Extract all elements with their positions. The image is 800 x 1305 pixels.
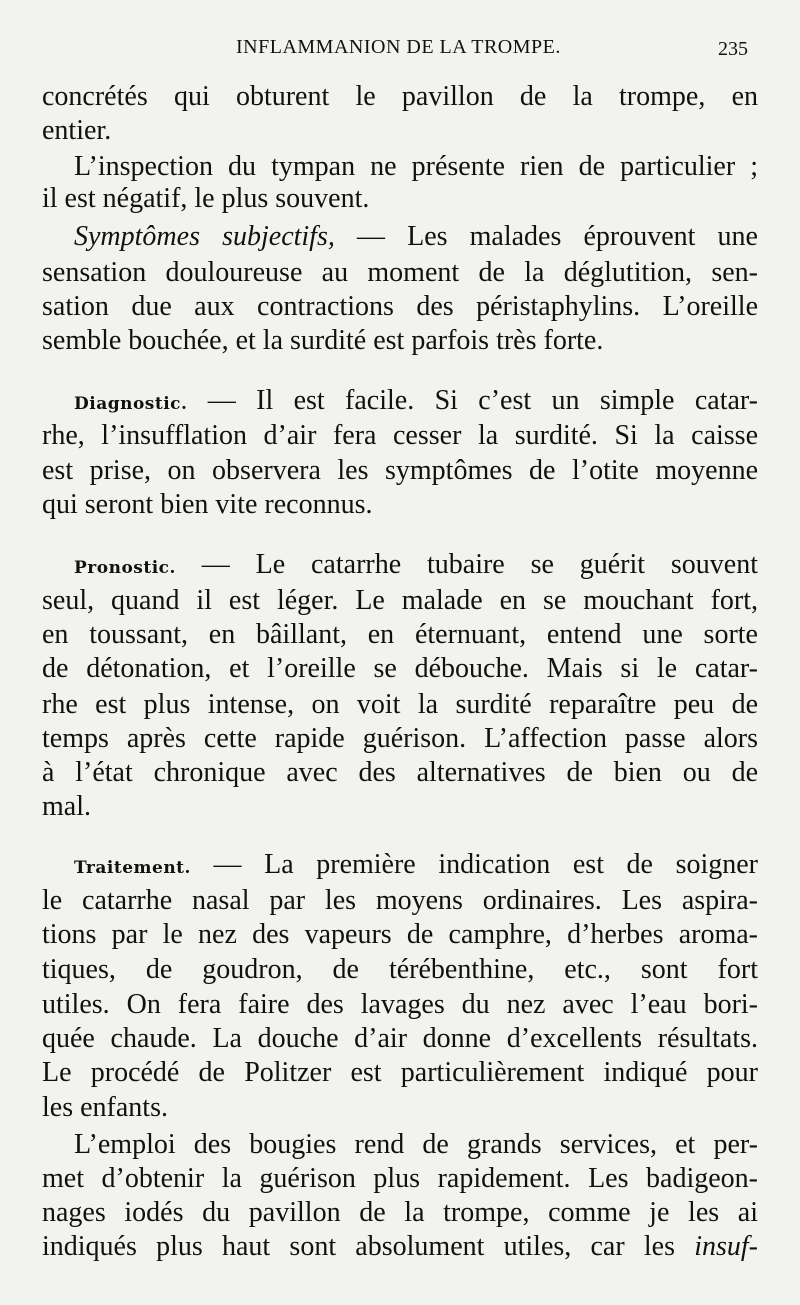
text-line: qui seront bien vite reconnus. (42, 489, 373, 520)
section-heading-diagnostic: Diagnostic. (74, 394, 188, 414)
text-span: — La première indication est de soigner (190, 849, 758, 880)
italic-word: insuf- (694, 1231, 758, 1262)
text-line: les enfants. (42, 1092, 168, 1123)
text-span: indiqués plus haut sont absolument utiles, car les (42, 1231, 695, 1262)
text-span: — Il est facile. Si c’est un simple catar- (187, 385, 758, 416)
text-line: entier. (42, 115, 112, 146)
running-head: INFLAMMANION DE LA TROMPE. (236, 36, 561, 58)
text-line (74, 220, 758, 254)
text-line: à l’état chronique avec des alternatives de bien ou de (42, 757, 758, 788)
text-span: — Le catarrhe tubaire se guérit souvent (175, 549, 758, 580)
text-line: rhe est plus intense, on voit la surdité reparaître peu de (42, 689, 758, 720)
text-line: de détonation, et l’oreille se débouche. Mais si le catar- (42, 653, 758, 684)
page-number: 235 (718, 38, 748, 60)
text-line: rhe, l’insufflation d’air fera cesser la surdité. Si la caisse (42, 420, 758, 451)
text-line: met d’obtenir la guérison plus rapidement. Les badigeon- (42, 1163, 758, 1194)
text-line: Le procédé de Politzer est particulièrement indiqué pour (42, 1057, 758, 1088)
page-header (0, 36, 800, 66)
text-line (74, 384, 758, 418)
text-line: utiles. On fera faire des lavages du nez avec l’eau bori- (42, 989, 758, 1020)
text-line: temps après cette rapide guérison. L’affection passe alors (42, 723, 758, 754)
text-line: mal. (42, 791, 91, 822)
section-heading-pronostic: Pronostic. (74, 558, 176, 578)
text-line: L’emploi des bougies rend de grands services, et per- (74, 1129, 758, 1160)
italic-heading: Symptômes subjectifs, (74, 221, 335, 252)
text-line: en toussant, en bâillant, en éternuant, entend une sorte (42, 619, 758, 650)
section-heading-traitement: Traitement. (74, 858, 191, 878)
text-line: semble bouchée, et la surdité est parfois très forte. (42, 325, 604, 356)
text-line: sensation douloureuse au moment de la déglutition, sen- (42, 257, 758, 288)
text-line: nages iodés du pavillon de la trompe, comme je les ai (42, 1197, 758, 1228)
text-line: sation due aux contractions des péristaphylins. L’oreille (42, 291, 758, 322)
text-line: le catarrhe nasal par les moyens ordinaires. Les aspira- (42, 885, 758, 916)
text-line (74, 548, 758, 582)
text-line: tions par le nez des vapeurs de camphre, d’herbes aroma- (42, 919, 758, 950)
text-line: il est négatif, le plus souvent. (42, 183, 370, 214)
text-line: L’inspection du tympan ne présente rien de particulier ; (74, 151, 758, 182)
text-line: concrétés qui obturent le pavillon de la trompe, en (42, 81, 758, 112)
text-line: est prise, on observera les symptômes de l’otite moyenne (42, 455, 758, 486)
text-span: — Les malades éprouvent une (334, 221, 758, 252)
text-line: seul, quand il est léger. Le malade en se mouchant fort, (42, 585, 758, 616)
text-line (74, 848, 758, 882)
text-line: quée chaude. La douche d’air donne d’excellents résultats. (42, 1023, 758, 1054)
text-line (42, 1230, 758, 1264)
text-line: tiques, de goudron, de térébenthine, etc., sont fort (42, 954, 758, 985)
